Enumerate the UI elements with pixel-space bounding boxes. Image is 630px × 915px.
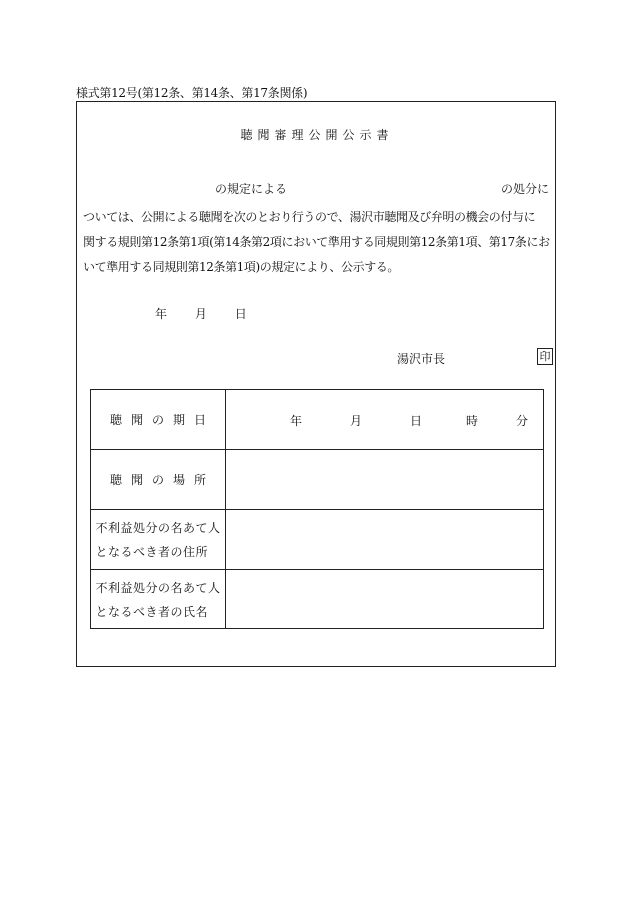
hearing-date-value	[226, 390, 543, 449]
document-title: 聴聞審理公開公示書	[240, 128, 394, 142]
seal-mark: 印	[537, 348, 553, 365]
body-line: ついては、公開による聴聞を次のとおり行うので、湯沢市聴聞及び弁明の機会の付与に	[83, 210, 536, 224]
table-row	[91, 450, 543, 510]
date-month-label: 月	[194, 307, 207, 321]
date-day-label: 日	[234, 307, 247, 321]
table-row	[91, 510, 543, 570]
addressee-address-value	[226, 510, 543, 569]
notice-date	[155, 305, 247, 322]
notice-frame	[76, 101, 556, 667]
form-number: 様式第12号(第12条、第14条、第17条関係)	[76, 86, 308, 100]
hearing-hour-unit: 時	[466, 414, 479, 428]
legal-basis-text: の規定による	[215, 182, 288, 196]
hearing-date-label: 聴聞の期日	[91, 390, 226, 449]
body-line: いて準用する同規則第12条第1項)の規定により、公示する。	[83, 260, 399, 274]
disposition-text: の処分に	[500, 182, 549, 196]
body-line: 関する規則第12条第1項(第14条第2項において準用する同規則第12条第1項、第17条にお	[83, 235, 550, 249]
hearing-day-unit: 日	[410, 414, 423, 428]
addressee-name-value	[226, 570, 543, 629]
hearing-month-unit: 月	[350, 414, 363, 428]
table-row	[91, 390, 543, 450]
addressee-address-label: 不利益処分の名あて人 となるべき者の住所	[91, 510, 226, 569]
hearing-place-value	[226, 450, 543, 509]
hearing-year-unit: 年	[290, 414, 303, 428]
hearing-place-label: 聴聞の場所	[91, 450, 226, 509]
table-row	[91, 570, 543, 629]
addressee-name-label: 不利益処分の名あて人 となるべき者の氏名	[91, 570, 226, 629]
mayor-title: 湯沢市長	[397, 352, 446, 366]
hearing-minute-unit: 分	[516, 414, 529, 428]
hearing-info-table	[90, 389, 544, 629]
notice-body	[83, 205, 553, 280]
date-year-label: 年	[155, 307, 168, 321]
